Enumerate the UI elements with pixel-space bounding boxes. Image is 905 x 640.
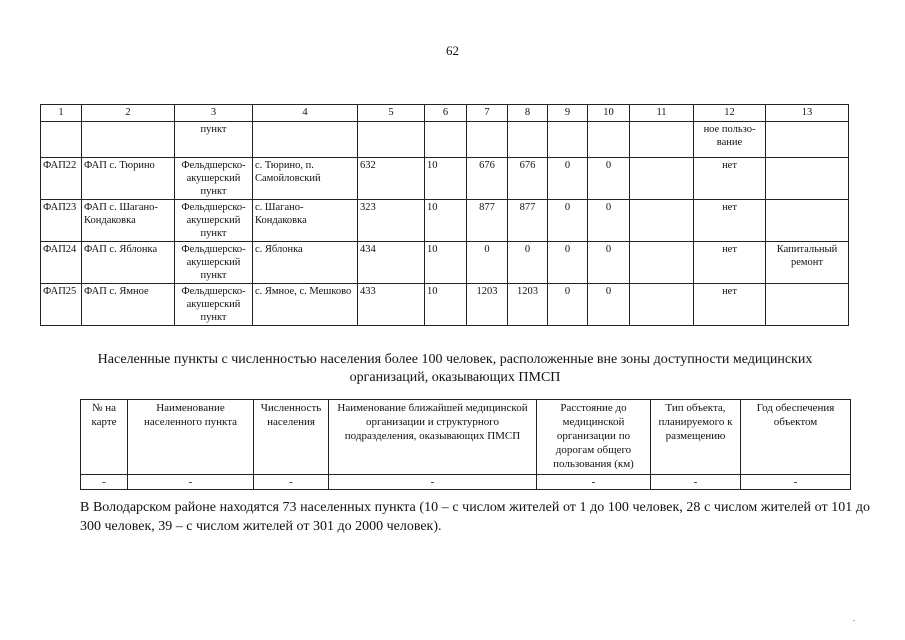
table-cell bbox=[766, 122, 849, 158]
table-cell: 0 bbox=[588, 284, 630, 326]
table-cell: 0 bbox=[548, 284, 588, 326]
table-cell bbox=[253, 122, 358, 158]
table-cell: ФАП с. Шагано-Кондаковка bbox=[82, 200, 175, 242]
table-cell: ФАП с. Яблонка bbox=[82, 242, 175, 284]
column-number: 1 bbox=[41, 105, 82, 122]
table-cell: 433 bbox=[358, 284, 425, 326]
table-cell: - bbox=[128, 475, 254, 490]
table-cell bbox=[508, 122, 548, 158]
table-row bbox=[41, 200, 849, 242]
summary-paragraph: В Володарском районе находятся 73 населенных пункта (10 – с числом жителей от 1 до 100 человек, 28 с числом жителей от 101 до 300 человек, 39 – с числом жителей от 301 до 2000 человек). bbox=[80, 500, 870, 534]
table-cell: с. Шагано-Кондаковка bbox=[253, 200, 358, 242]
table-cell bbox=[588, 122, 630, 158]
table-cell bbox=[82, 122, 175, 158]
table-cell: 0 bbox=[588, 158, 630, 200]
table-cell: Капитальный ремонт bbox=[766, 242, 849, 284]
column-header: Наименование ближайшей медицинской организации и структурного подразделения, оказывающих ПМСП bbox=[329, 400, 537, 475]
column-number: 8 bbox=[508, 105, 548, 122]
table-cell: 0 bbox=[467, 242, 508, 284]
table-cell: с. Яблонка bbox=[253, 242, 358, 284]
table-cell: 632 bbox=[358, 158, 425, 200]
table-cell bbox=[766, 200, 849, 242]
column-number: 9 bbox=[548, 105, 588, 122]
continuation-row bbox=[41, 122, 849, 158]
table-cell: 676 bbox=[508, 158, 548, 200]
table-cell: 1203 bbox=[467, 284, 508, 326]
table-cell: нет bbox=[694, 242, 766, 284]
table-header-row bbox=[81, 400, 851, 475]
table-cell: 0 bbox=[508, 242, 548, 284]
table-cell: Фельдшерско-акушерский пункт bbox=[175, 158, 253, 200]
column-number: 11 bbox=[630, 105, 694, 122]
corner-mark: . bbox=[853, 614, 855, 623]
table-cell: нет bbox=[694, 200, 766, 242]
table-cell: ФАП24 bbox=[41, 242, 82, 284]
table-cell bbox=[630, 122, 694, 158]
table-cell: - bbox=[81, 475, 128, 490]
table-row bbox=[81, 475, 851, 490]
column-number: 5 bbox=[358, 105, 425, 122]
column-number: 13 bbox=[766, 105, 849, 122]
table-cell bbox=[425, 122, 467, 158]
table-cell: 0 bbox=[548, 158, 588, 200]
table-cell: 10 bbox=[425, 284, 467, 326]
table-cell: - bbox=[741, 475, 851, 490]
table-cell: нет bbox=[694, 158, 766, 200]
column-number: 4 bbox=[253, 105, 358, 122]
table-cell: ное пользо-вание bbox=[694, 122, 766, 158]
column-number: 6 bbox=[425, 105, 467, 122]
table-cell bbox=[630, 158, 694, 200]
column-number: 3 bbox=[175, 105, 253, 122]
table-cell bbox=[766, 158, 849, 200]
table-cell: 877 bbox=[467, 200, 508, 242]
table-cell bbox=[630, 284, 694, 326]
table-cell bbox=[630, 200, 694, 242]
settlements-table bbox=[80, 399, 851, 490]
table-cell: 434 bbox=[358, 242, 425, 284]
table-cell: пункт bbox=[175, 122, 253, 158]
table-cell: ФАП с. Тюрино bbox=[82, 158, 175, 200]
table-cell: 323 bbox=[358, 200, 425, 242]
table-cell: 0 bbox=[548, 242, 588, 284]
table-cell: 10 bbox=[425, 200, 467, 242]
table-cell: ФАП с. Ямное bbox=[82, 284, 175, 326]
column-number: 2 bbox=[82, 105, 175, 122]
table-cell bbox=[766, 284, 849, 326]
table-row bbox=[41, 284, 849, 326]
table-cell bbox=[467, 122, 508, 158]
table-cell: Фельдшерско-акушерский пункт bbox=[175, 242, 253, 284]
page-number: 62 bbox=[446, 43, 459, 58]
column-number: 10 bbox=[588, 105, 630, 122]
table-row bbox=[41, 242, 849, 284]
table-row bbox=[41, 158, 849, 200]
table-cell: 10 bbox=[425, 158, 467, 200]
table-cell bbox=[630, 242, 694, 284]
table-cell bbox=[41, 122, 82, 158]
table-cell: 1203 bbox=[508, 284, 548, 326]
column-number: 7 bbox=[467, 105, 508, 122]
column-header: Численность населения bbox=[254, 400, 329, 475]
table-cell: - bbox=[537, 475, 651, 490]
table-cell: - bbox=[651, 475, 741, 490]
column-number: 12 bbox=[694, 105, 766, 122]
table-cell: 0 bbox=[588, 242, 630, 284]
table-cell: ФАП23 bbox=[41, 200, 82, 242]
facilities-table bbox=[40, 104, 849, 326]
column-header: Наименование населенного пункта bbox=[128, 400, 254, 475]
table-cell: - bbox=[329, 475, 537, 490]
table-cell: 10 bbox=[425, 242, 467, 284]
table-cell: 676 bbox=[467, 158, 508, 200]
table-cell: 877 bbox=[508, 200, 548, 242]
table-cell: нет bbox=[694, 284, 766, 326]
table-cell bbox=[358, 122, 425, 158]
table-cell: Фельдшерско-акушерский пункт bbox=[175, 200, 253, 242]
column-header: Расстояние до медицинской организации по дорогам общего пользования (км) bbox=[537, 400, 651, 475]
column-header: № на карте bbox=[81, 400, 128, 475]
table-cell: 0 bbox=[548, 200, 588, 242]
table-cell: 0 bbox=[588, 200, 630, 242]
table-cell: - bbox=[254, 475, 329, 490]
table-cell: Фельдшерско-акушерский пункт bbox=[175, 284, 253, 326]
table-cell: ФАП22 bbox=[41, 158, 82, 200]
table-cell: с. Ямное, с. Мешково bbox=[253, 284, 358, 326]
section-heading: Населенные пункты с численностью населения более 100 человек, расположенные вне зоны доступности медицинских организаций, оказывающих ПМСП bbox=[97, 352, 813, 385]
column-header: Год обеспечения объектом bbox=[741, 400, 851, 475]
column-number-row bbox=[41, 105, 849, 122]
table-cell: с. Тюрино, п. Самойловский bbox=[253, 158, 358, 200]
table-cell: ФАП25 bbox=[41, 284, 82, 326]
table-cell bbox=[548, 122, 588, 158]
column-header: Тип объекта, планируемого к размещению bbox=[651, 400, 741, 475]
